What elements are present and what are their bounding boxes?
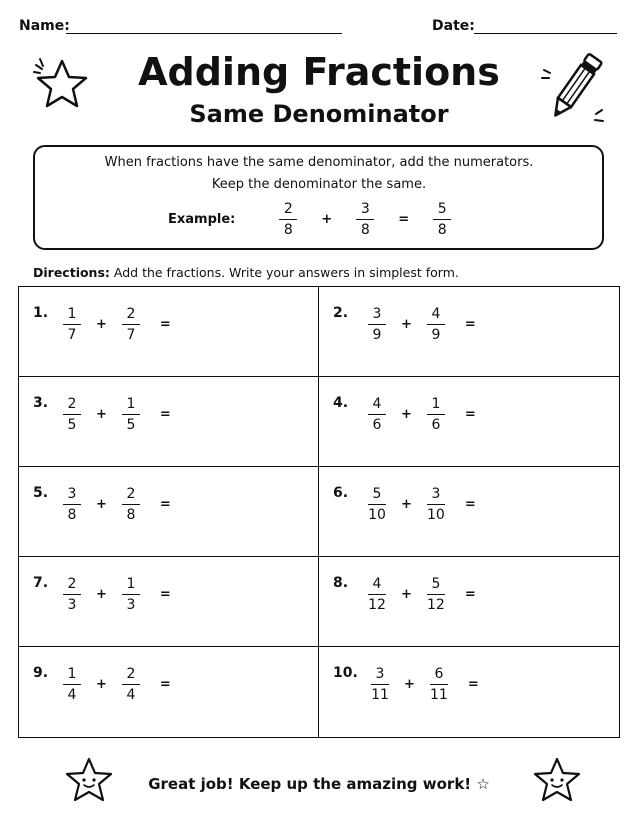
fraction-a [371,667,389,702]
problem-expression [63,667,171,702]
problem-expression [63,577,171,612]
page-title: Adding Fractions [138,50,500,94]
fraction-b [122,397,140,432]
denominator: 10 [368,507,386,523]
problem-number: 9. [33,665,49,681]
fraction-b [122,487,140,522]
plus-sign: + [96,677,107,692]
numerator: 1 [427,397,445,415]
problem-number: 8. [333,575,349,591]
denominator: 5 [67,417,77,433]
equals-sign: = [467,677,479,692]
denominator: 5 [126,417,136,433]
page-subtitle: Same Denominator [189,100,449,128]
plus-sign: + [401,497,412,512]
problem-grid [18,286,620,738]
problem-expression [371,667,479,702]
problem-expression [368,397,476,432]
denominator: 11 [371,687,389,703]
problem-cell [319,377,619,467]
plus-sign: + [321,212,333,227]
denominator: 4 [126,687,136,703]
numerator: 2 [122,487,140,505]
problem-expression [63,307,171,342]
fraction-a [63,577,81,612]
plus-sign: + [401,407,412,422]
example-fraction-a [279,202,297,237]
problem-cell [319,467,619,557]
fraction-a [63,487,81,522]
numerator: 2 [279,202,297,220]
problem-cell [19,647,319,737]
plus-sign: + [96,407,107,422]
denominator: 9 [372,327,382,343]
numerator: 3 [427,487,445,505]
numerator: 5 [427,577,445,595]
fraction-b [427,307,445,342]
problem-number: 10. [333,665,358,681]
fraction-a [63,397,81,432]
numerator: 3 [356,202,374,220]
problem-expression [368,307,476,342]
fraction-b [122,577,140,612]
denominator: 8 [283,222,293,238]
fraction-a [63,667,81,702]
denominator: 7 [126,327,136,343]
numerator: 6 [430,667,448,685]
problem-number: 3. [33,395,49,411]
fraction-a [368,397,386,432]
equals-sign: = [159,407,171,422]
numerator: 5 [433,202,451,220]
equals-sign: = [398,212,410,227]
example-label: Example: [168,212,236,227]
problem-cell [319,287,619,377]
problem-number: 6. [333,485,349,501]
date-label: Date: [432,18,475,34]
equals-sign: = [159,497,171,512]
problem-expression [63,397,171,432]
rule-line-2: Keep the denominator the same. [211,177,427,192]
numerator: 4 [368,577,386,595]
equals-sign: = [159,587,171,602]
equals-sign: = [464,587,476,602]
directions-label: Directions: [33,265,110,280]
pencil-icon [540,48,610,128]
equals-sign: = [159,677,171,692]
problem-number: 1. [33,305,49,321]
numerator: 2 [122,667,140,685]
equals-sign: = [159,317,171,332]
problem-cell [319,647,619,737]
plus-sign: + [96,587,107,602]
denominator: 8 [360,222,370,238]
example-row [168,202,451,237]
equals-sign: = [464,497,476,512]
problem-cell [319,557,619,647]
denominator: 12 [426,597,445,613]
problem-expression [368,577,476,612]
fraction-a [368,487,386,522]
plus-sign: + [401,587,412,602]
equals-sign: = [464,407,476,422]
numerator: 5 [368,487,386,505]
denominator: 8 [67,507,77,523]
problem-cell [19,557,319,647]
numerator: 3 [371,667,389,685]
problem-cell [19,287,319,377]
numerator: 3 [63,487,81,505]
denominator: 6 [431,417,441,433]
denominator: 11 [429,687,448,703]
denominator: 3 [67,597,77,613]
numerator: 1 [63,667,81,685]
problem-cell [19,467,319,557]
directions-text: Add the fractions. Write your answers in simplest form. [113,265,459,280]
numerator: 1 [63,307,81,325]
numerator: 4 [427,307,445,325]
problem-number: 7. [33,575,49,591]
numerator: 1 [122,397,140,415]
denominator: 6 [372,417,382,433]
example-fraction-b [356,202,374,237]
equals-sign: = [464,317,476,332]
plus-sign: + [401,317,412,332]
problem-number: 4. [333,395,349,411]
plus-sign: + [96,497,107,512]
fraction-b [430,667,448,702]
date-field[interactable] [474,33,617,34]
denominator: 9 [431,327,441,343]
fraction-b [427,577,445,612]
numerator: 2 [63,577,81,595]
denominator: 8 [437,222,447,238]
fraction-b [122,667,140,702]
star-icon [30,55,94,113]
denominator: 3 [126,597,136,613]
numerator: 3 [368,307,386,325]
denominator: 12 [368,597,386,613]
problem-cell [19,377,319,467]
plus-sign: + [96,317,107,332]
plus-sign: + [404,677,415,692]
problem-expression [63,487,171,522]
problem-number: 2. [333,305,349,321]
name-field[interactable] [66,33,342,34]
footer-message: Great job! Keep up the amazing work! ☆ [148,775,490,793]
fraction-b [427,397,445,432]
rule-line-1: When fractions have the same denominator, add the numerators. [104,155,534,170]
denominator: 8 [126,507,136,523]
denominator: 7 [67,327,77,343]
numerator: 1 [122,577,140,595]
problem-expression [368,487,476,522]
numerator: 4 [368,397,386,415]
fraction-a [63,307,81,342]
numerator: 2 [63,397,81,415]
fraction-a [368,577,386,612]
directions [33,265,459,280]
example-result [433,202,451,237]
fraction-b [122,307,140,342]
numerator: 2 [122,307,140,325]
fraction-a [368,307,386,342]
name-label: Name: [19,18,70,34]
denominator: 4 [67,687,77,703]
problem-number: 5. [33,485,49,501]
fraction-b [427,487,445,522]
denominator: 10 [426,507,445,523]
smiling-star-icon [531,756,583,806]
